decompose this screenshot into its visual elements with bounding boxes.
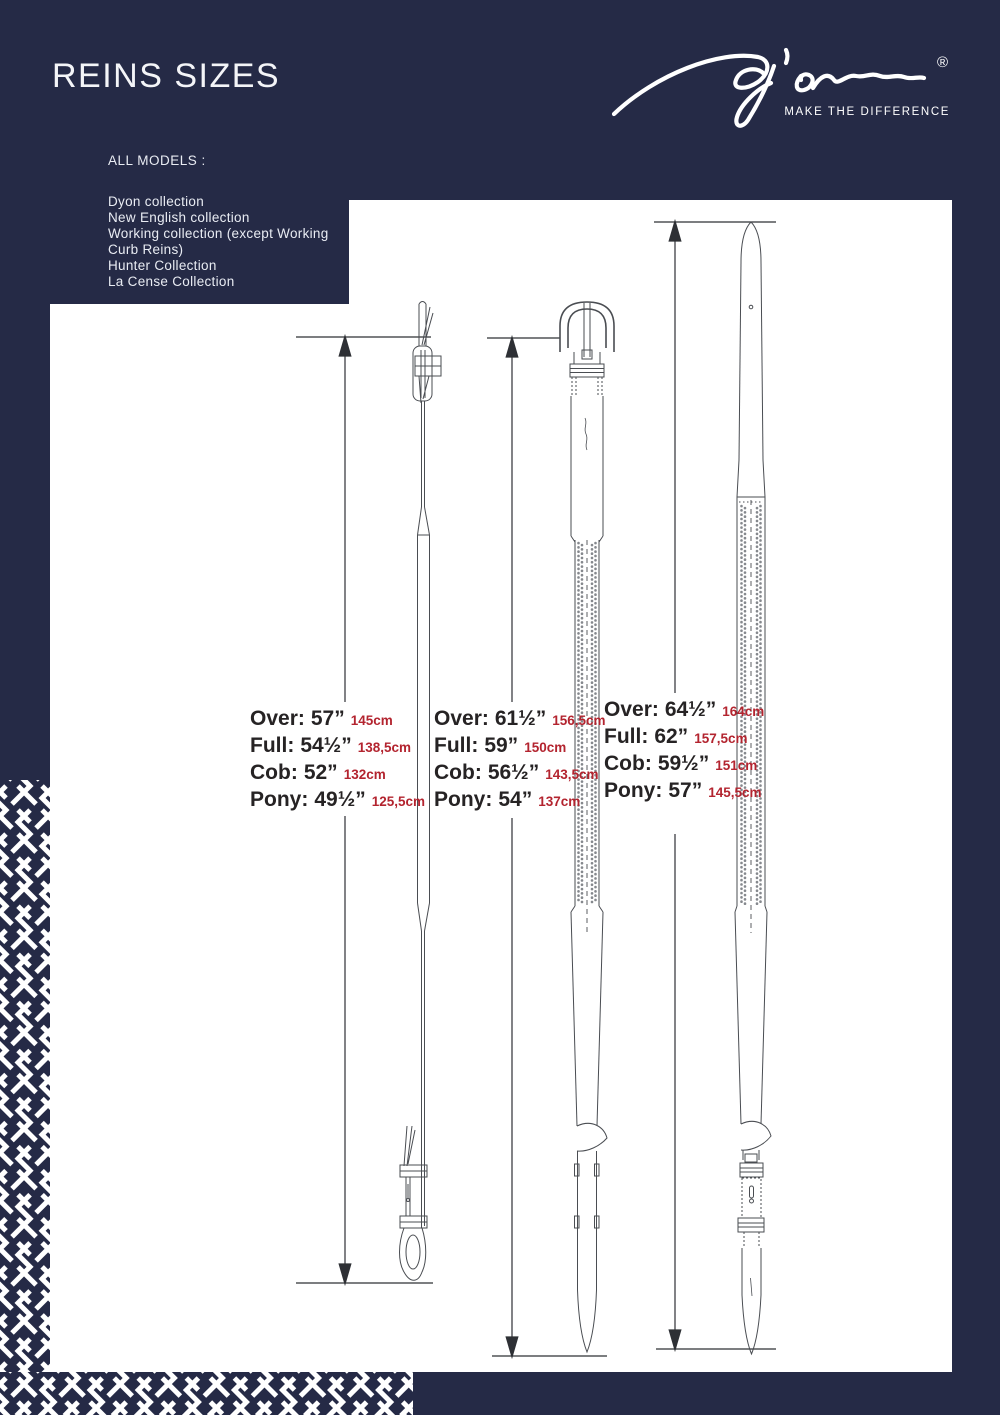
size-label: Over: — [250, 707, 305, 730]
size-cm: 138,5cm — [357, 740, 411, 755]
size-cm: 125,5cm — [371, 794, 426, 809]
size-label: Over: — [434, 707, 489, 730]
size-inches: 49½” — [314, 788, 366, 811]
size-inches: 57” — [310, 707, 345, 730]
page-title: REINS SIZES — [52, 57, 281, 95]
size-inches: 57” — [668, 779, 703, 802]
size-inches: 61½” — [494, 707, 547, 730]
size-cm: 157,5cm — [694, 731, 748, 746]
size-row — [434, 734, 606, 761]
size-row — [250, 707, 425, 734]
maze-pattern-left — [0, 780, 50, 1415]
maze-pattern-bottom — [0, 1372, 413, 1415]
size-inches: 62” — [654, 725, 689, 748]
size-row — [250, 788, 425, 815]
size-cm: 156,5cm — [552, 713, 606, 728]
size-label: Pony: — [604, 779, 663, 802]
size-row — [604, 752, 764, 779]
size-row — [434, 788, 606, 815]
size-label: Full: — [434, 734, 479, 757]
size-cm: 145cm — [350, 713, 393, 728]
size-cm: 164cm — [722, 704, 765, 719]
size-label: Full: — [250, 734, 295, 757]
size-inches: 59½” — [657, 752, 710, 775]
registered-mark: ® — [936, 54, 948, 71]
drawing-panel-upper — [349, 200, 952, 306]
models-list — [108, 153, 334, 290]
size-table-2 — [434, 707, 606, 815]
size-label: Pony: — [434, 788, 493, 811]
models-item: Dyon collection — [108, 194, 205, 209]
size-row — [250, 734, 425, 761]
size-cm: 137cm — [538, 794, 581, 809]
size-inches: 52” — [303, 761, 338, 784]
size-row — [250, 761, 425, 788]
size-row — [604, 725, 764, 752]
size-label: Full: — [604, 725, 649, 748]
size-cm: 143,5cm — [545, 767, 599, 782]
size-label: Cob: — [434, 761, 482, 784]
models-heading: ALL MODELS : — [108, 153, 206, 168]
size-label: Pony: — [250, 788, 309, 811]
size-row — [604, 779, 764, 806]
brand-logo — [608, 40, 952, 130]
size-inches: 54” — [498, 788, 533, 811]
size-inches: 56½” — [487, 761, 540, 784]
size-inches: 64½” — [664, 698, 717, 721]
size-label: Cob: — [250, 761, 298, 784]
models-item: Hunter Collection — [108, 258, 217, 273]
models-item: Working collection (except Working Curb Reins) — [108, 226, 329, 257]
size-row — [604, 698, 764, 725]
size-table-1 — [250, 707, 425, 815]
size-row — [434, 707, 606, 734]
size-label: Cob: — [604, 752, 652, 775]
brand-tagline: MAKE THE DIFFERENCE — [784, 106, 950, 118]
drawing-panel-main — [50, 304, 952, 1372]
size-row — [434, 761, 606, 788]
size-inches: 54½” — [300, 734, 352, 757]
size-cm: 150cm — [524, 740, 567, 755]
size-cm: 151cm — [715, 758, 758, 773]
size-table-3 — [604, 698, 764, 806]
size-inches: 59” — [484, 734, 519, 757]
size-cm: 132cm — [343, 767, 386, 782]
models-item: La Cense Collection — [108, 274, 235, 289]
size-cm: 145,5cm — [708, 785, 762, 800]
size-label: Over: — [604, 698, 659, 721]
models-item: New English collection — [108, 210, 250, 225]
